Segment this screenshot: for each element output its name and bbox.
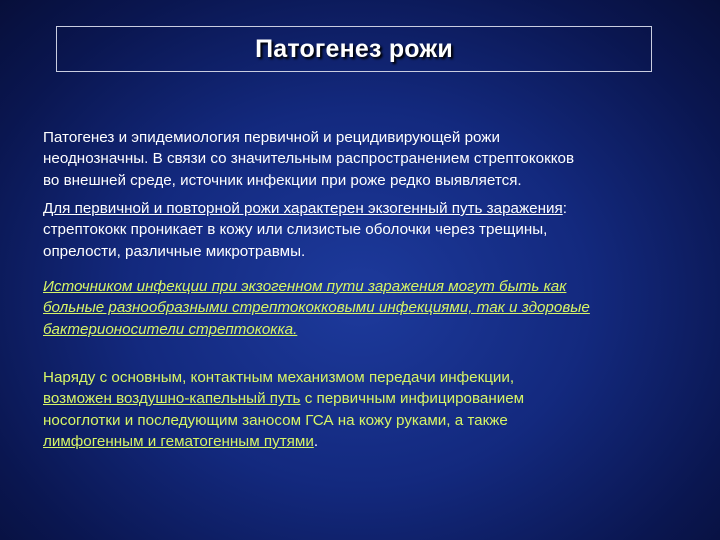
paragraph-transmission: [43, 367, 683, 452]
paragraph-line: Патогенез и эпидемиология первичной и рецидивирующей рожи: [43, 129, 500, 146]
paragraph-line: бактерионосители стрептококка.: [43, 320, 298, 338]
paragraph-line: носоглотки и последующим заносом ГСА на кожу руками, а также: [43, 411, 508, 429]
paragraph-line: Наряду с основным, контактным механизмом передачи инфекции,: [43, 369, 515, 386]
paragraph-line: [43, 431, 683, 452]
paragraph-infection-source: [43, 276, 683, 340]
underlined-phrase: Для первичной и повторной рожи характерен экзогенный путь заражения: [43, 200, 563, 217]
paragraph-exogenous-route: [43, 198, 683, 262]
line-tail: .: [313, 432, 319, 450]
underlined-phrase: возможен воздушно-капельный путь: [43, 390, 301, 408]
paragraph-line: [43, 388, 683, 409]
paragraph-line: опрелости, различные микротравмы.: [43, 242, 306, 260]
line-tail: :: [562, 200, 567, 217]
underlined-phrase: лимфогенным и гематогенным путями: [43, 432, 314, 450]
paragraph-pathogenesis: [43, 127, 683, 191]
paragraph-line: во внешней среде, источник инфекции при роже редко выявляется.: [43, 171, 522, 189]
paragraph-line: больные разнообразными стрептококковыми инфекциями, так и здоровые: [43, 299, 590, 317]
paragraph-line: стрептококк проникает в кожу или слизистые оболочки через трещины,: [43, 221, 548, 239]
line-tail: с первичным инфицированием: [300, 390, 525, 408]
paragraph-line: неоднозначны. В связи со значительным распространением стрептококков: [43, 150, 575, 168]
paragraph-line: [43, 198, 683, 219]
slide-title: Патогенез рожи: [255, 34, 453, 63]
title-box: [56, 26, 652, 72]
paragraph-line: Источником инфекции при экзогенном пути заражения могут быть как: [43, 278, 567, 295]
